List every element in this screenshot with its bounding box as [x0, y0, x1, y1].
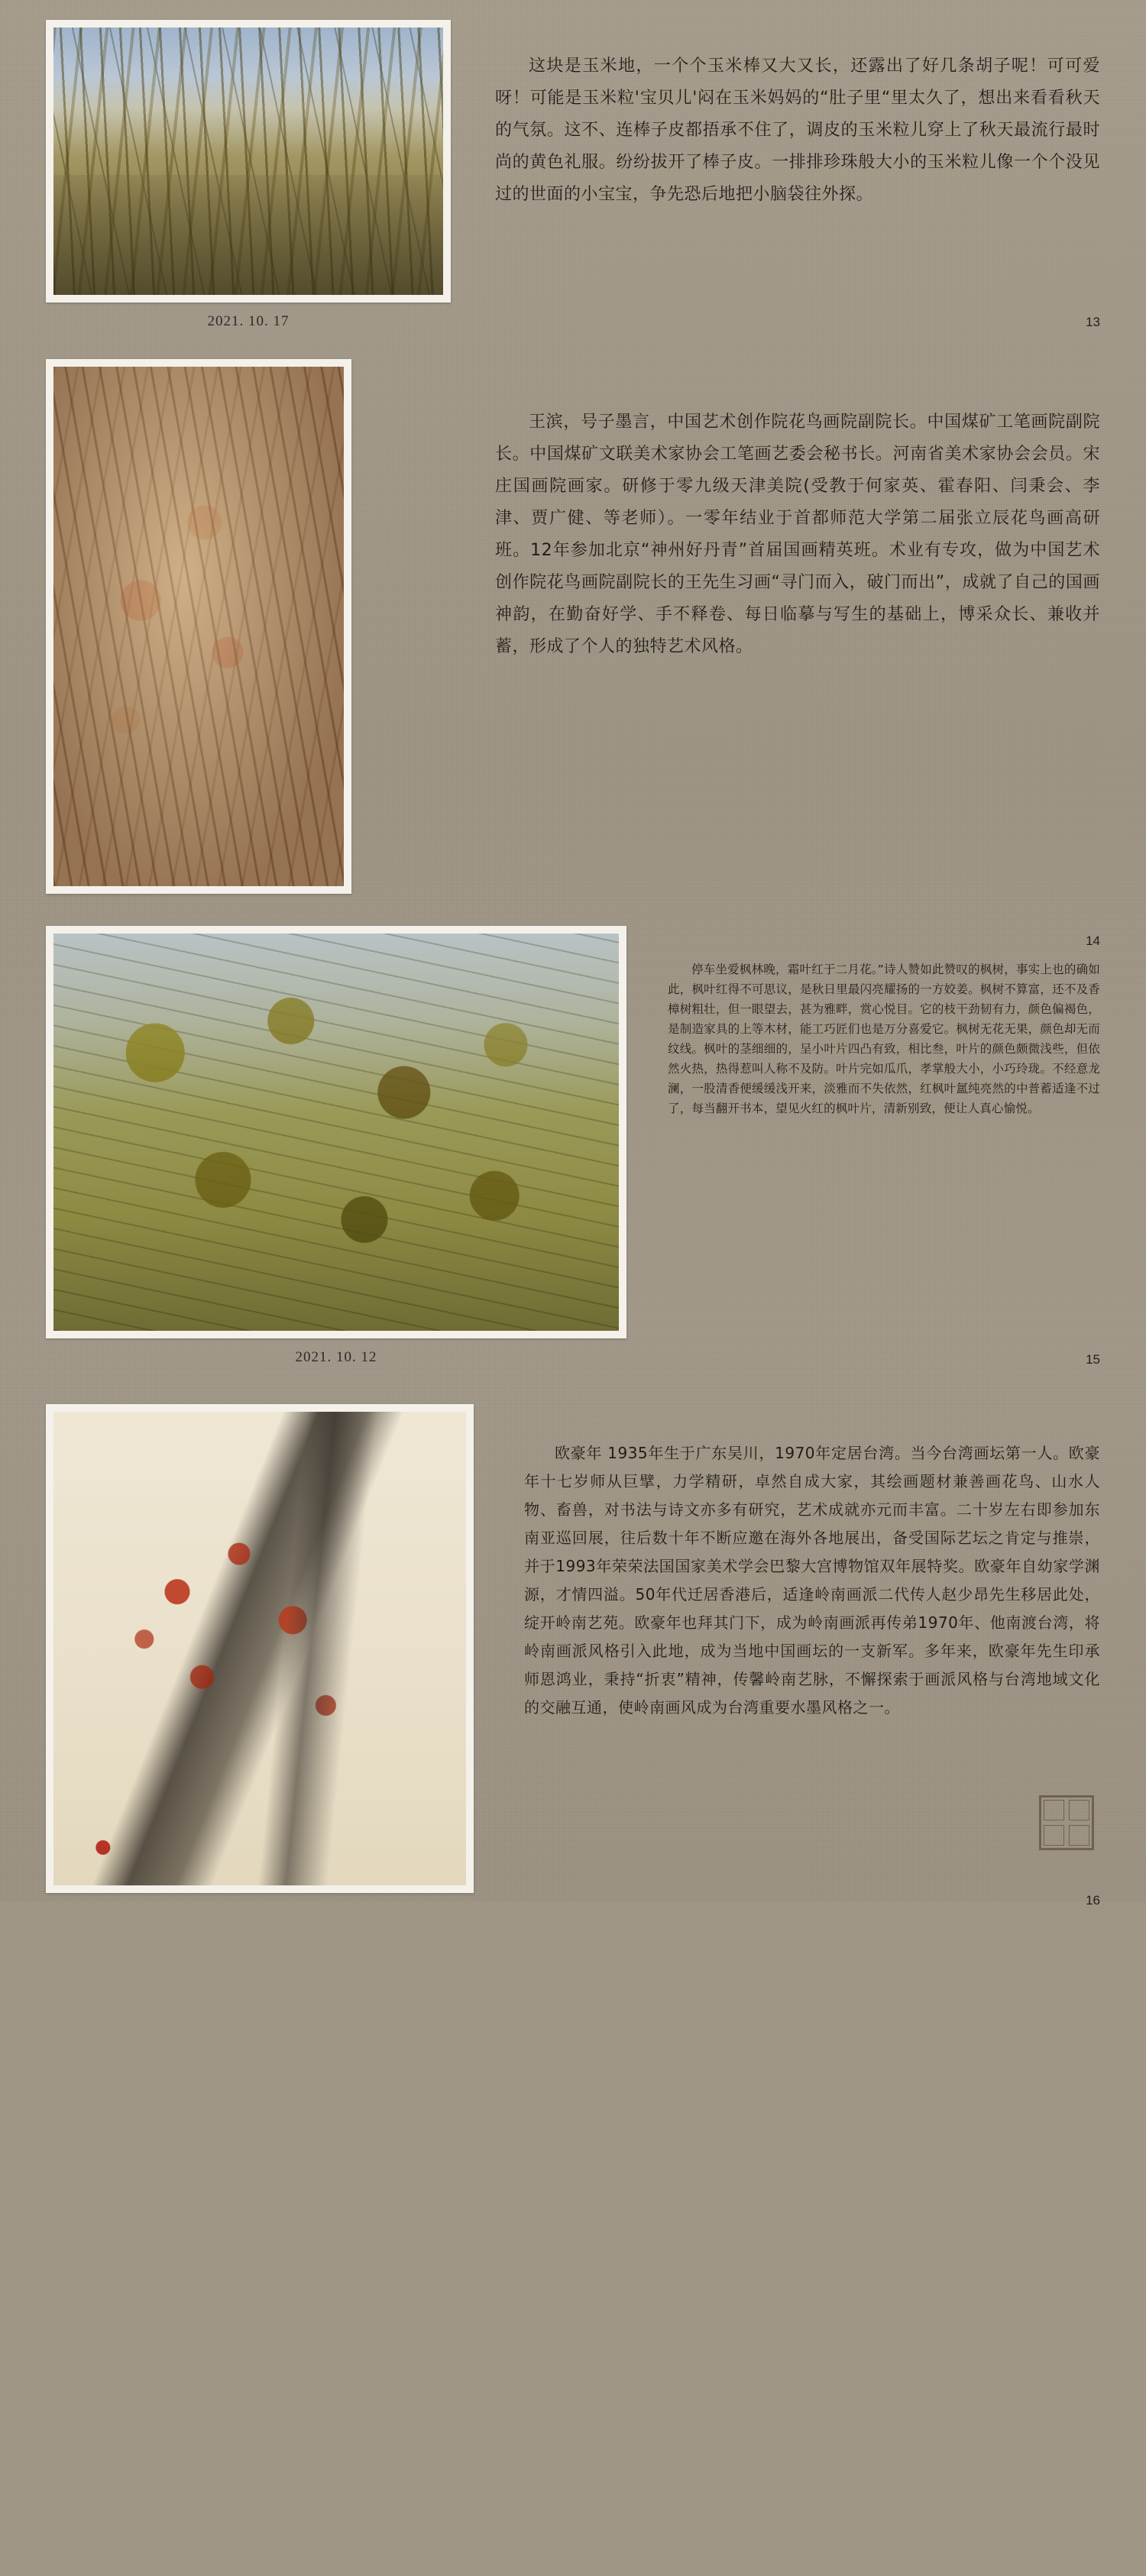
wangbin-bio-text-block [351, 359, 1100, 663]
section-wangbin-bio [0, 330, 1146, 948]
photo-frame [46, 359, 351, 894]
section-corn-field [0, 0, 1146, 330]
ouhaonian-text-block [474, 1404, 1100, 1722]
corn-field-image-block [46, 20, 451, 330]
ink-painting-image-block [46, 1404, 474, 1893]
ink-maple-painting [53, 1412, 466, 1885]
body-paragraph: 停车坐爱枫林晚，霜叶红于二月花。”诗人赞如此赞叹的枫树，事实上也的确如此，枫叶红得不可思议，是秋日里最闪亮耀扬的一方姣姜。枫树不算富，还不及香樟树粗壮，但一眼望去，甚为雅畔，赏心悦目。它的枝干劲韧有力，颜色偏褐色，是制造家具的上等木材，能工巧匠们也是万分喜爱它。枫树无花无果，颜色却无而纹线。枫叶的茎细细的，呈小叶片四凸有致，相比叁，叶片的颜色颇微浅些，但依然火热，热得惹叫人称不及防。叶片完如瓜爪，孝掌般大小，小巧玲珑。不经意龙澜，一股清香便缓缓浅开来，淡雅而不失依然，红枫叶氲纯亮然的中普蓄适逢不过了，每当翻开书本，望见火红的枫叶片，清新别致，便让人真心愉悦。 [668, 963, 1100, 1115]
maple-text-block [626, 926, 1100, 1118]
page-number: 16 [1086, 1893, 1100, 1908]
page-number: 13 [1086, 315, 1100, 329]
photo-frame [46, 926, 626, 1338]
page-number: 14 [1086, 934, 1100, 948]
photo-frame [46, 1404, 474, 1893]
seal-cell [1069, 1825, 1089, 1846]
corn-field-text-block [451, 20, 1100, 211]
section-ouhaonian-bio [0, 1366, 1146, 1908]
maple-leaves-photo [53, 934, 619, 1331]
photo-caption: 2021. 10. 17 [207, 313, 290, 329]
seal-cell [1069, 1800, 1089, 1820]
square-seal-stamp [1039, 1795, 1094, 1850]
photo-caption: 2021. 10. 12 [295, 1349, 377, 1365]
painting-image-block [46, 359, 351, 894]
section-maple-leaves [0, 894, 1146, 1366]
photo-frame [46, 20, 451, 303]
body-paragraph: 王滨，号子墨言，中国艺术创作院花鸟画院副院长。中国煤矿工笔画院副院长。中国煤矿文联美术家协会工笔画艺委会秘书长。河南省美术家协会会员。宋庄国画院画家。研修于零九级天津美院(受教于何家英、霍春阳、闫秉会、李津、贾广健、等老师）。一零年结业于首都师范大学第二届张立辰花鸟画高研班。12年参加北京“神州好丹青”首届国画精英班。术业有专攻，做为中国艺术创作院花鸟画院副院长的王先生习画“寻门而入，破门而出”，成就了自己的国画神韵，在勤奋好学、手不释卷、每日临摹与写生的基础上，博采众长、兼收并蓄，形成了个人的独特艺术风格。 [495, 413, 1100, 656]
maple-image-block [46, 926, 626, 1366]
seal-cell [1044, 1825, 1064, 1846]
seal-cell [1044, 1800, 1064, 1820]
body-paragraph: 这块是玉米地，一个个玉米棒又大又长，还露出了好几条胡子呢！可可爱呀！可能是玉米粒'宝贝儿'闷在玉米妈妈的“肚子里“里太久了，想出来看看秋天的气氛。这不、连棒子皮都捂承不住了，调皮的玉米粒儿穿上了秋天最流行最时尚的黄色礼服。纷纷拔开了棒子皮。一排排珍珠般大小的玉米粒儿像一个个没见过的世面的小宝宝，争先恐后地把小脑袋往外探。 [495, 57, 1100, 204]
flower-bird-painting [53, 367, 344, 886]
corn-field-photo [53, 28, 443, 295]
page-number: 15 [1086, 1352, 1100, 1367]
body-paragraph: 欧豪年 1935年生于广东吴川，1970年定居台湾。当今台湾画坛第一人。欧豪年十七岁师从巨擘，力学精研，卓然自成大家，其绘画题材兼善画花鸟、山水人物、畜兽，对书法与诗文亦多有研究，艺术成就亦元而丰富。二十岁左右即参加东南亚巡回展，往后数十年不断应邀在海外各地展出，备受国际艺坛之肯定与推崇，并于1993年荣荣法国国家美术学会巴黎大宫博物馆双年展特奖。欧豪年自幼家学渊源，才情四溢。50年代迁居香港后，适逢岭南画派二代传人赵少昂先生移居此处，绽开岭南艺苑。欧豪年也拜其门下，成为岭南画派再传弟1970年、他南渡台湾，将岭南画派风格引入此地，成为当地中国画坛的一支新军。多年来，欧豪年先生印承师恩鸿业，秉持“折衷”精神，传馨岭南艺脉，不懈探索于画派风格与台湾地域文化的交融互通，使岭南画风成为台湾重要水墨风格之一。 [524, 1444, 1100, 1717]
